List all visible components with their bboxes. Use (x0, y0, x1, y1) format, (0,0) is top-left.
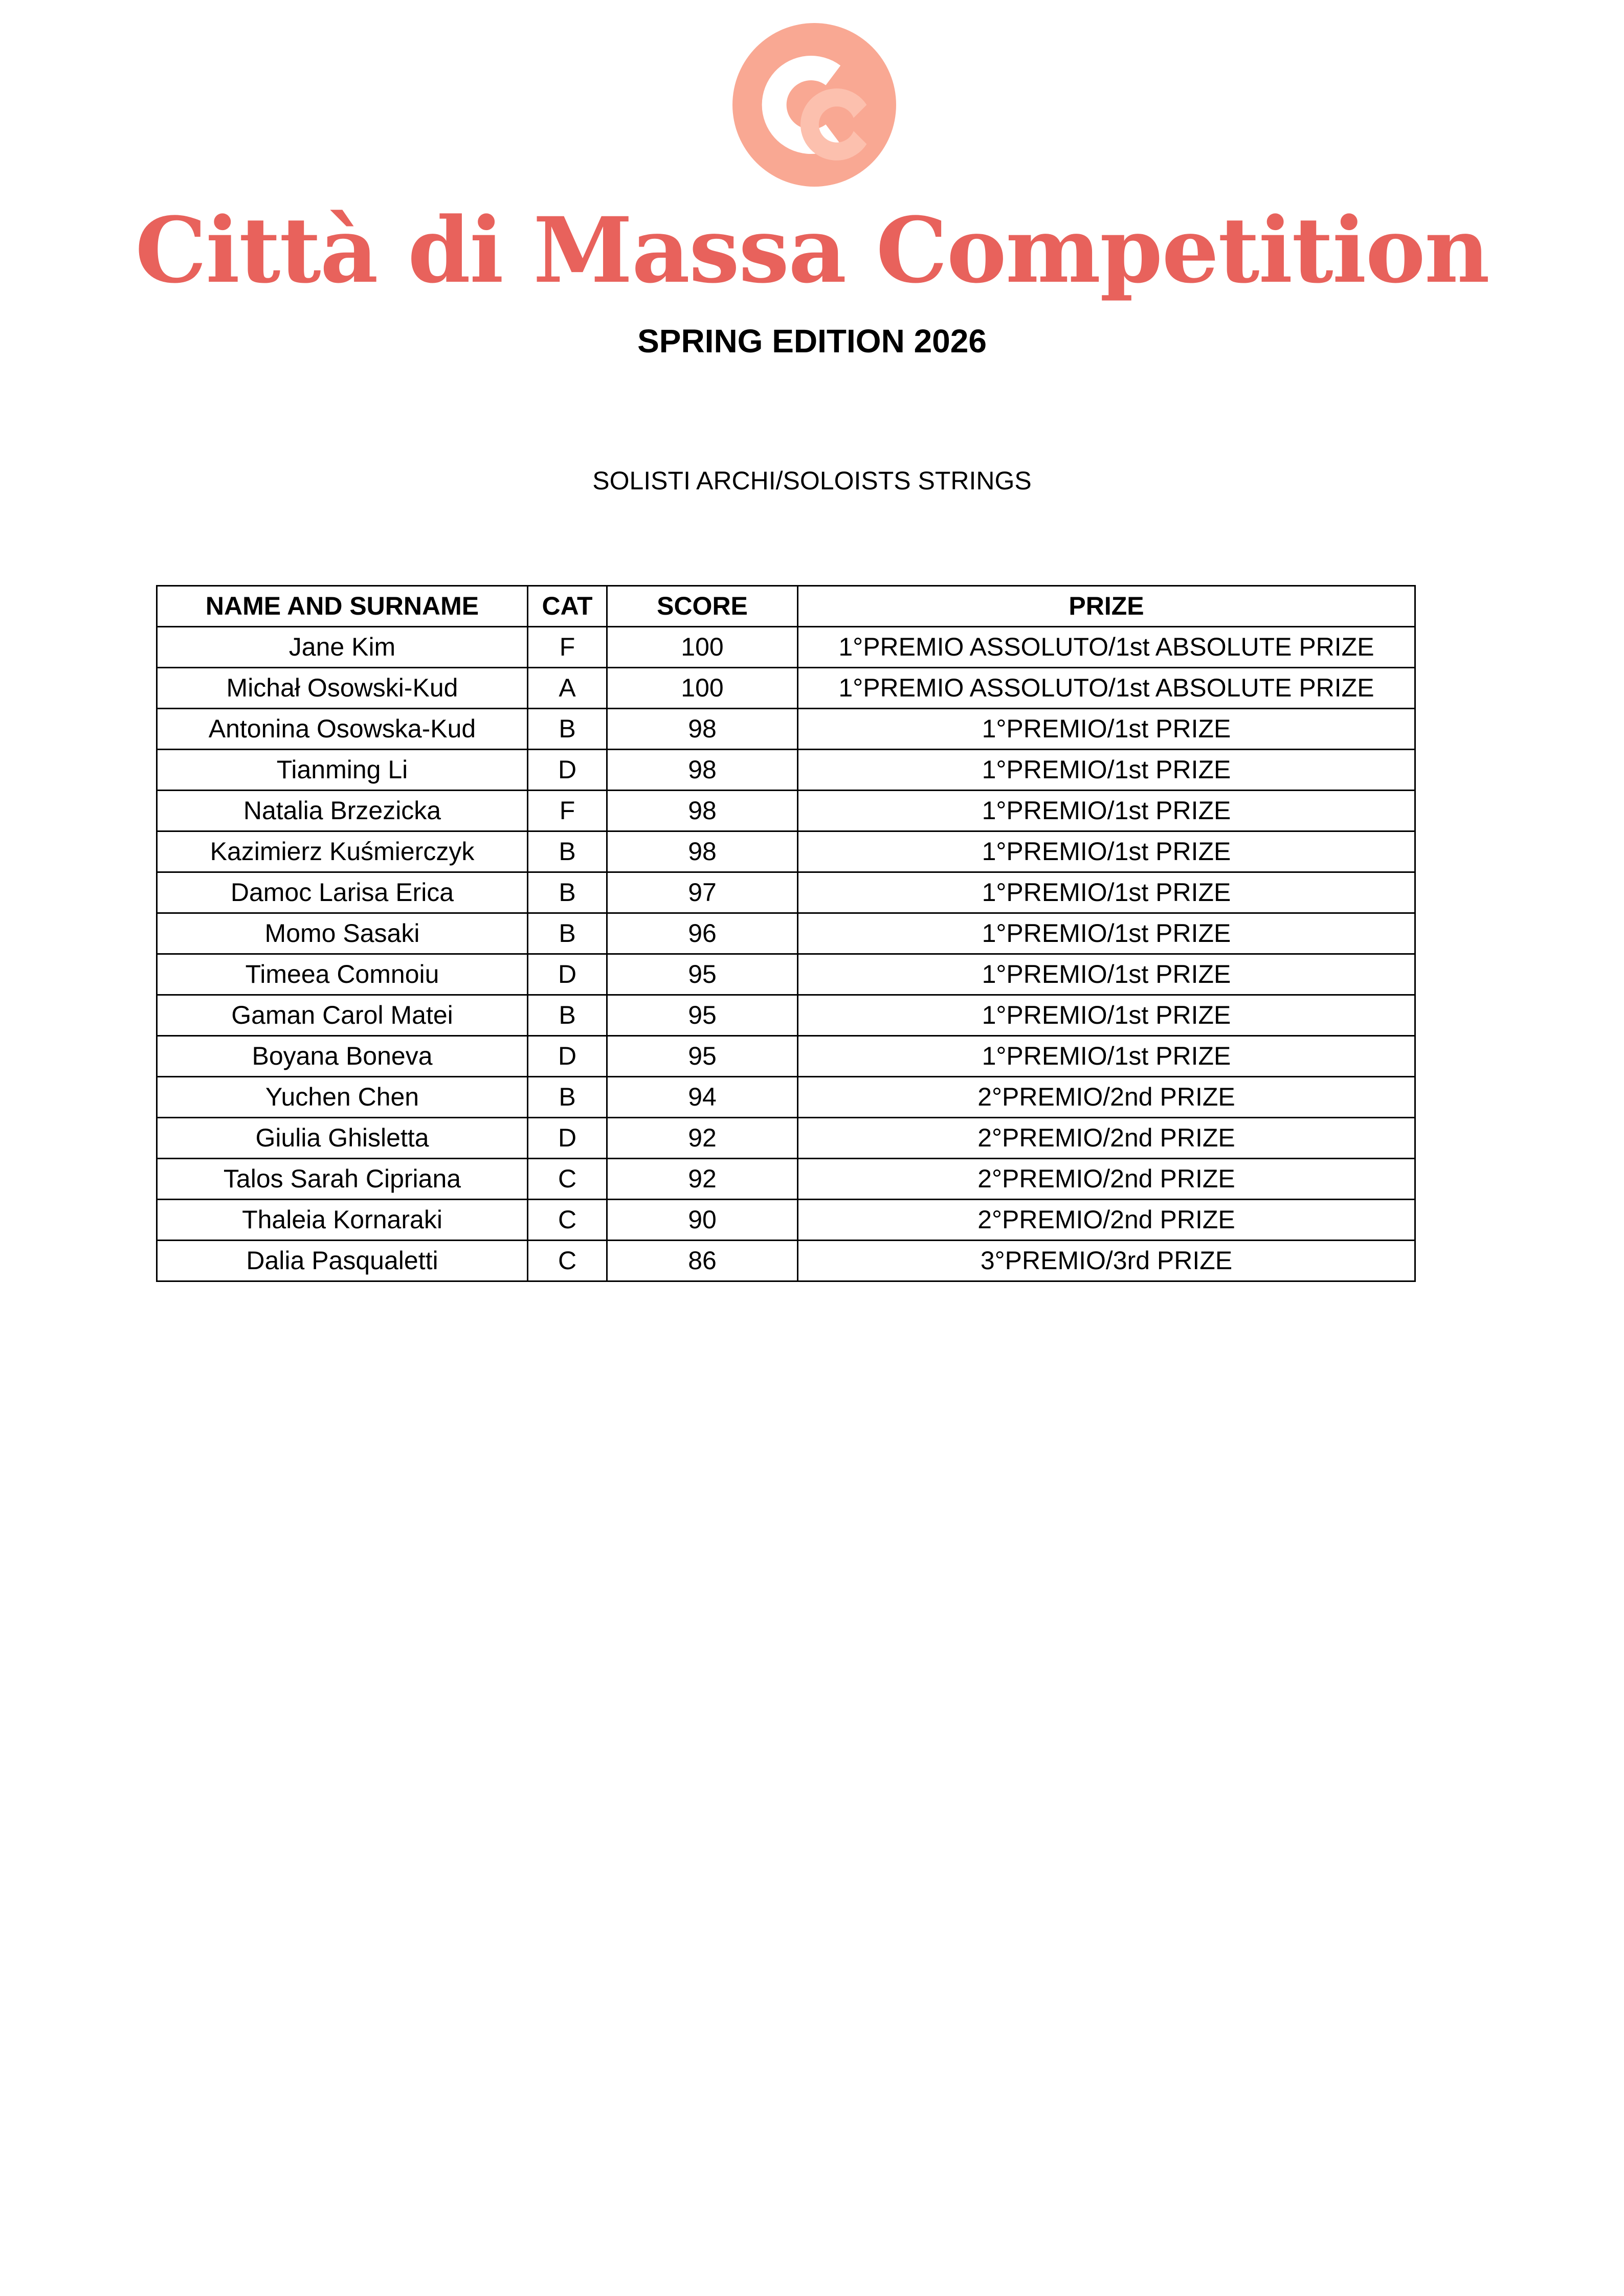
competition-logo (732, 23, 896, 187)
cell-cat: F (528, 627, 607, 668)
table-row (157, 831, 1415, 872)
table-row (157, 913, 1415, 954)
cell-score: 96 (607, 913, 798, 954)
column-header-score: SCORE (607, 586, 798, 627)
cell-prize: 1°PREMIO/1st PRIZE (798, 872, 1415, 913)
cell-name: Boyana Boneva (157, 1036, 528, 1077)
cell-name: Natalia Brzezicka (157, 791, 528, 831)
cell-name: Gaman Carol Matei (157, 995, 528, 1036)
table-row (157, 1036, 1415, 1077)
cell-prize: 2°PREMIO/2nd PRIZE (798, 1200, 1415, 1241)
table-row (157, 1077, 1415, 1118)
table-row (157, 954, 1415, 995)
column-header-prize: PRIZE (798, 586, 1415, 627)
cell-name: Thaleia Kornaraki (157, 1200, 528, 1241)
cell-name: Antonina Osowska-Kud (157, 709, 528, 750)
cell-name: Dalia Pasqualetti (157, 1241, 528, 1281)
cell-score: 94 (607, 1077, 798, 1118)
table-row (157, 791, 1415, 831)
brand-title: Città di Massa Competition (135, 197, 1489, 303)
table-row (157, 1200, 1415, 1241)
cell-cat: A (528, 668, 607, 709)
cell-prize: 1°PREMIO ASSOLUTO/1st ABSOLUTE PRIZE (798, 627, 1415, 668)
cell-cat: D (528, 954, 607, 995)
cell-score: 100 (607, 627, 798, 668)
cell-prize: 1°PREMIO/1st PRIZE (798, 750, 1415, 791)
cell-prize: 1°PREMIO/1st PRIZE (798, 791, 1415, 831)
column-header-cat: CAT (528, 586, 607, 627)
section-title: SOLISTI ARCHI/SOLOISTS STRINGS (592, 466, 1032, 495)
cell-prize: 2°PREMIO/2nd PRIZE (798, 1077, 1415, 1118)
cell-score: 92 (607, 1118, 798, 1159)
cell-cat: D (528, 1036, 607, 1077)
table-row (157, 627, 1415, 668)
table-row (157, 1118, 1415, 1159)
cell-score: 95 (607, 995, 798, 1036)
cell-score: 98 (607, 709, 798, 750)
table-header-row (157, 586, 1415, 627)
cell-name: Kazimierz Kuśmierczyk (157, 831, 528, 872)
cell-name: Tianming Li (157, 750, 528, 791)
table-row (157, 1241, 1415, 1281)
cell-score: 86 (607, 1241, 798, 1281)
cell-prize: 1°PREMIO ASSOLUTO/1st ABSOLUTE PRIZE (798, 668, 1415, 709)
cell-cat: C (528, 1241, 607, 1281)
cell-score: 92 (607, 1159, 798, 1200)
cell-score: 98 (607, 750, 798, 791)
cell-name: Jane Kim (157, 627, 528, 668)
cell-prize: 1°PREMIO/1st PRIZE (798, 954, 1415, 995)
cell-score: 100 (607, 668, 798, 709)
cell-cat: D (528, 750, 607, 791)
cell-cat: B (528, 872, 607, 913)
cell-prize: 2°PREMIO/2nd PRIZE (798, 1118, 1415, 1159)
column-header-name: NAME AND SURNAME (157, 586, 528, 627)
edition-heading: SPRING EDITION 2026 (637, 323, 987, 359)
cell-prize: 2°PREMIO/2nd PRIZE (798, 1159, 1415, 1200)
table-row (157, 709, 1415, 750)
cell-score: 98 (607, 791, 798, 831)
cell-name: Timeea Comnoiu (157, 954, 528, 995)
results-table (156, 585, 1416, 1282)
cell-cat: C (528, 1200, 607, 1241)
cell-prize: 1°PREMIO/1st PRIZE (798, 1036, 1415, 1077)
cell-cat: B (528, 831, 607, 872)
table-row (157, 872, 1415, 913)
cell-name: Giulia Ghisletta (157, 1118, 528, 1159)
cell-name: Talos Sarah Cipriana (157, 1159, 528, 1200)
cell-name: Yuchen Chen (157, 1077, 528, 1118)
table-row (157, 1159, 1415, 1200)
cell-score: 95 (607, 1036, 798, 1077)
table-row (157, 668, 1415, 709)
cell-prize: 3°PREMIO/3rd PRIZE (798, 1241, 1415, 1281)
cell-cat: B (528, 709, 607, 750)
cell-cat: B (528, 995, 607, 1036)
table-row (157, 995, 1415, 1036)
cell-prize: 1°PREMIO/1st PRIZE (798, 913, 1415, 954)
cell-name: Momo Sasaki (157, 913, 528, 954)
cell-prize: 1°PREMIO/1st PRIZE (798, 709, 1415, 750)
cell-score: 97 (607, 872, 798, 913)
cell-cat: B (528, 913, 607, 954)
cell-prize: 1°PREMIO/1st PRIZE (798, 831, 1415, 872)
cell-cat: C (528, 1159, 607, 1200)
cell-score: 95 (607, 954, 798, 995)
cell-cat: B (528, 1077, 607, 1118)
cell-score: 98 (607, 831, 798, 872)
cell-cat: D (528, 1118, 607, 1159)
table-row (157, 750, 1415, 791)
cell-score: 90 (607, 1200, 798, 1241)
cell-prize: 1°PREMIO/1st PRIZE (798, 995, 1415, 1036)
cell-name: Damoc Larisa Erica (157, 872, 528, 913)
cell-name: Michał Osowski-Kud (157, 668, 528, 709)
cell-cat: F (528, 791, 607, 831)
